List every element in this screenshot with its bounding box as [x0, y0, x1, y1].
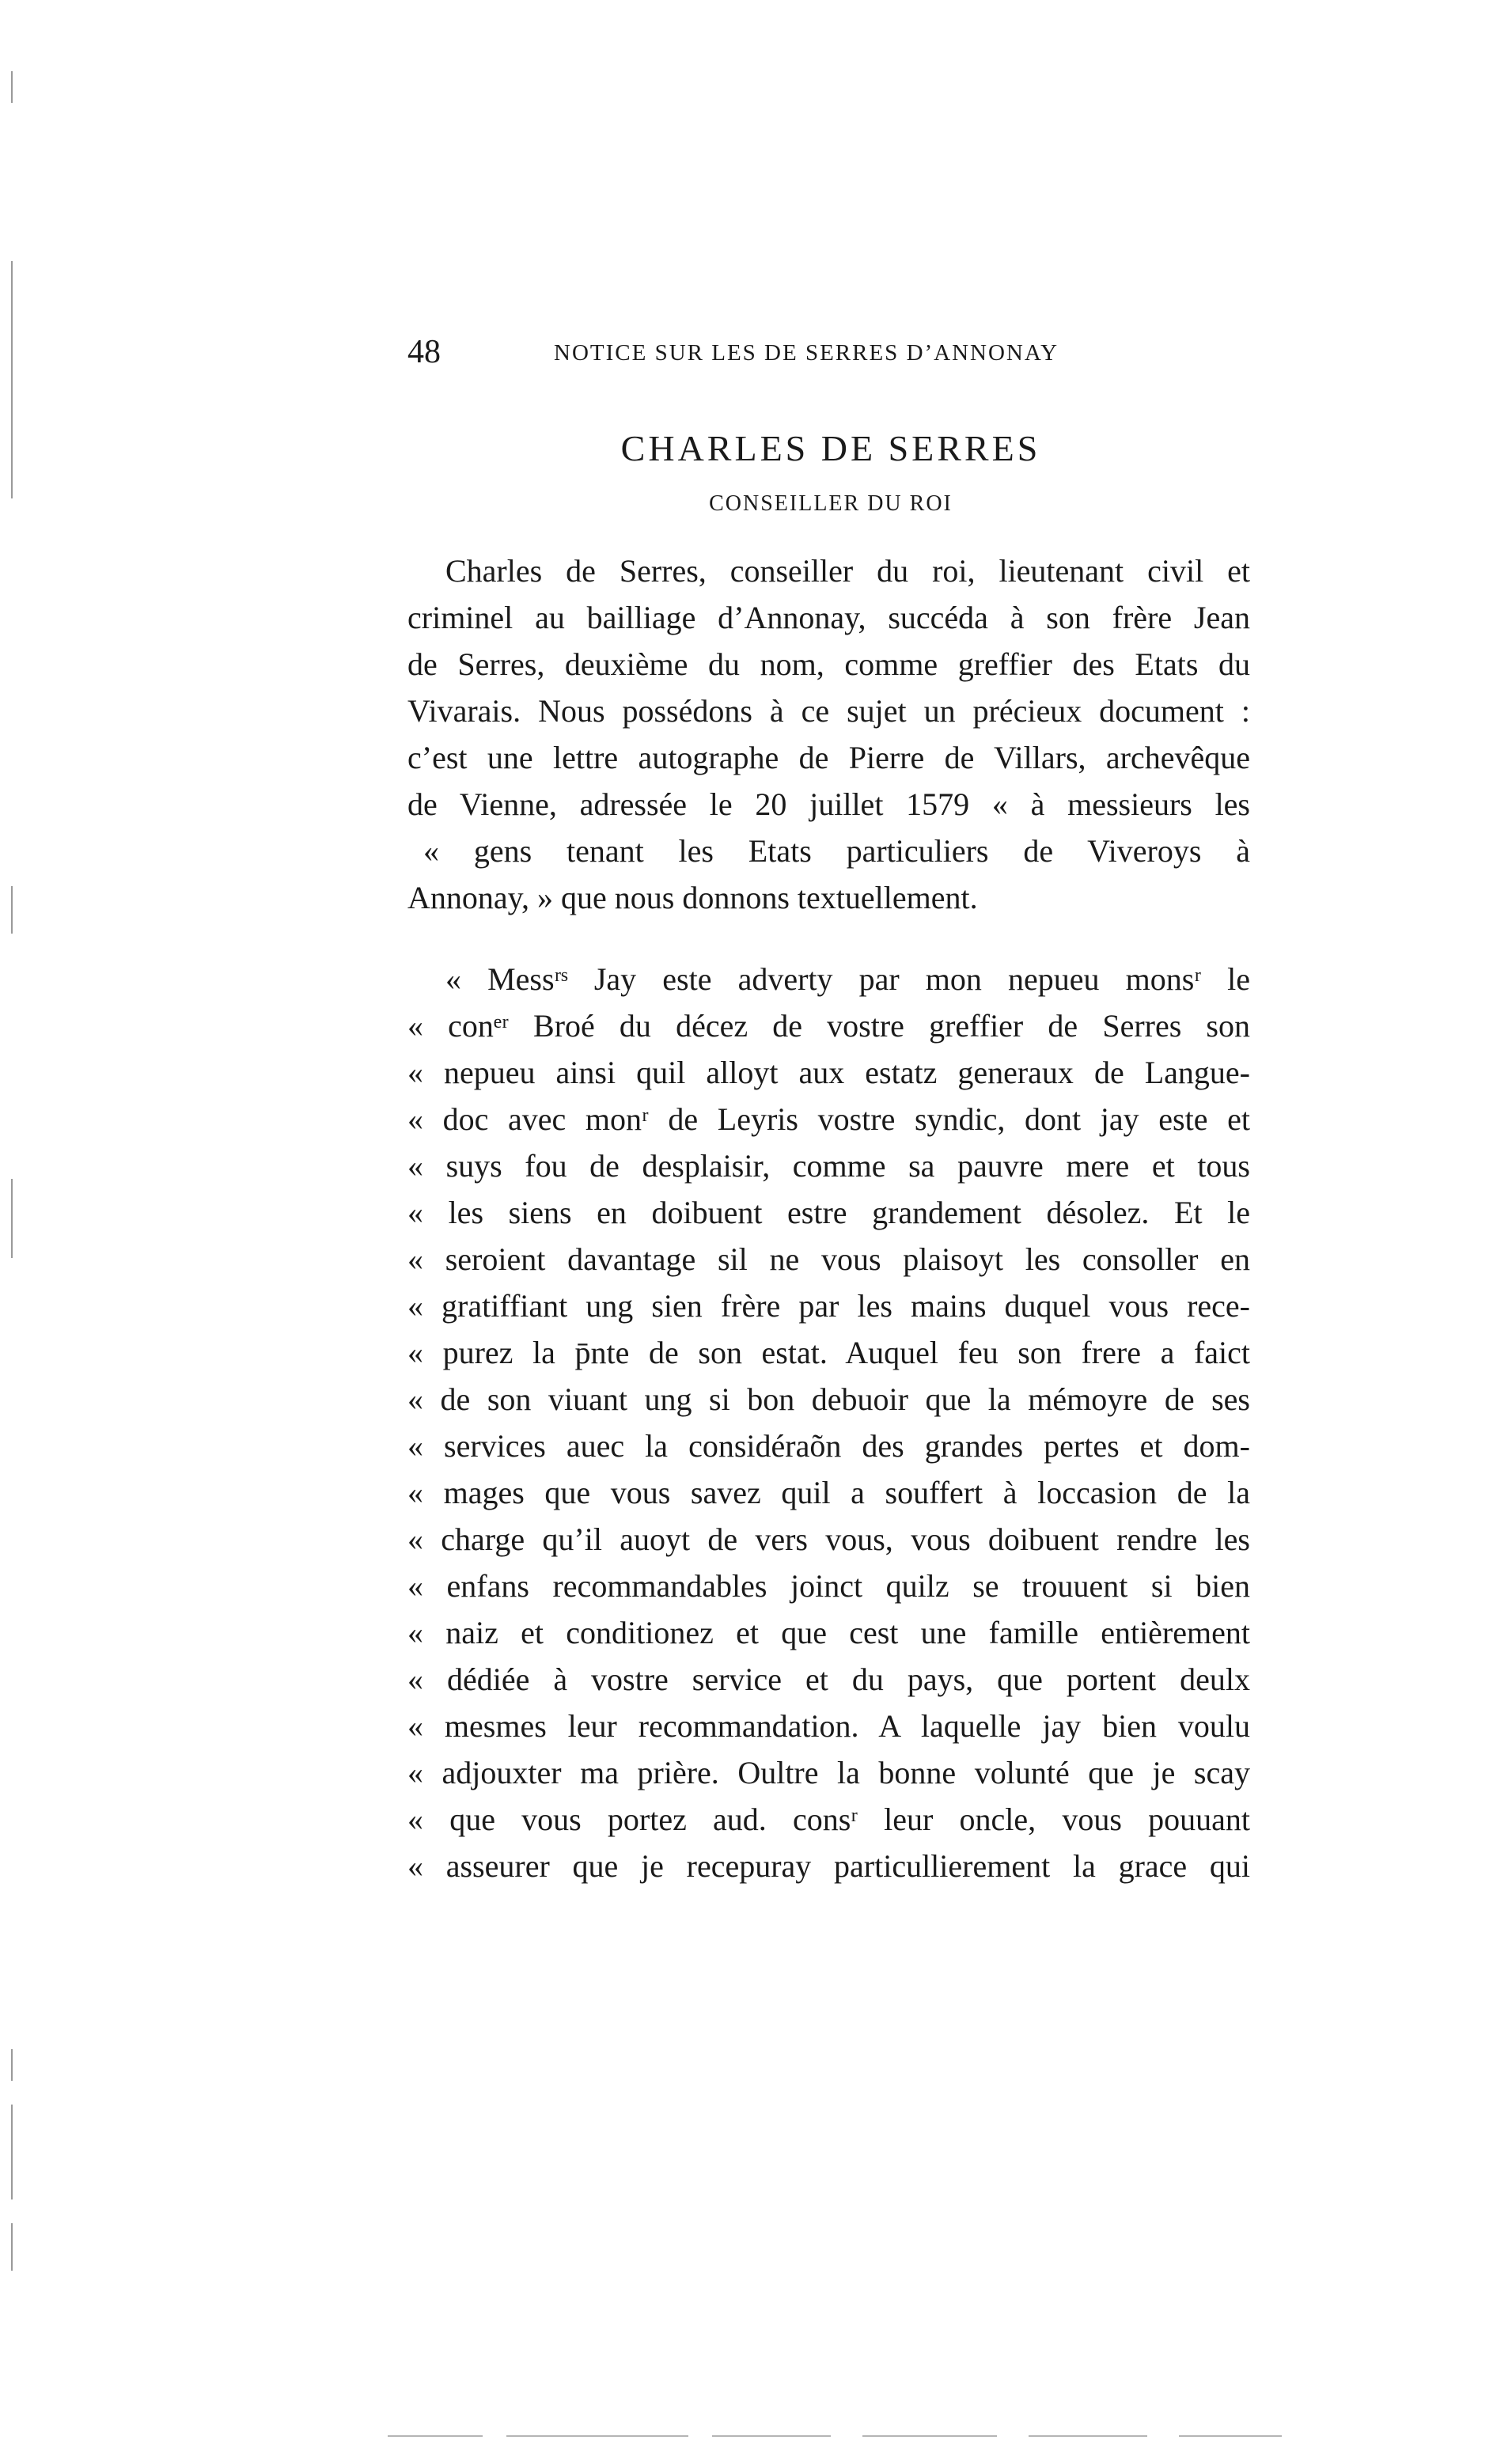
text-line: de Serres, deuxième du nom, comme greffier des Etats du: [407, 646, 1250, 682]
text-line: « nepueu ainsi quil alloyt aux estatz generaux de Langue-: [407, 1055, 1250, 1090]
scan-edge-rule: [388, 2435, 483, 2437]
text-line: « mesmes leur recommandation. A laquelle jay bien voulu: [407, 1708, 1250, 1744]
scan-edge-rule: [1179, 2435, 1282, 2437]
text-line: « de son viuant ung si bon debuoir que la mémoyre de ses: [407, 1381, 1250, 1417]
scan-artifact: [11, 2049, 13, 2081]
text-line: « purez la p̄nte de son estat. Auquel feu son frere a faict: [407, 1335, 1250, 1370]
text-line: « services auec la considéraõn des grandes pertes et dom-: [407, 1428, 1250, 1464]
text-line: « gens tenant les Etats particuliers de Viveroys à: [423, 833, 1250, 869]
text-line: « Messʳˢ Jay este adverty par mon nepueu monsʳ le: [445, 961, 1250, 997]
scan-edge-rule: [506, 2435, 688, 2437]
scan-edge-rule: [1029, 2435, 1147, 2437]
text-line: « naiz et conditionez et que cest une famille entièrement: [407, 1615, 1250, 1650]
scan-artifact: [11, 71, 13, 103]
text-line: « les siens en doibuent estre grandement désolez. Et le: [407, 1195, 1250, 1230]
text-line: « gratiffiant ung sien frère par les mains duquel vous rece-: [407, 1288, 1250, 1324]
scan-artifact: [11, 886, 13, 934]
scan-artifact: [11, 1179, 13, 1258]
text-line: « dédiée à vostre service et du pays, que portent deulx: [407, 1661, 1250, 1697]
text-line: « conᵉʳ Broé du décez de vostre greffier de Serres son: [407, 1008, 1250, 1044]
letter-quote: [407, 956, 1250, 1889]
scan-artifact: [11, 2223, 13, 2271]
text-line: Charles de Serres, conseiller du roi, lieutenant civil et: [445, 553, 1250, 589]
text-line: criminel au bailliage d’Annonay, succéda à son frère Jean: [407, 600, 1250, 635]
scan-edge-rule: [862, 2435, 997, 2437]
text-line: « charge qu’il auoyt de vers vous, vous doibuent rendre les: [407, 1521, 1250, 1557]
text-line: « doc avec monʳ de Leyris vostre syndic, dont jay este et: [407, 1101, 1250, 1137]
text-line: « seroient davantage sil ne vous plaisoyt les consoller en: [407, 1241, 1250, 1277]
intro-paragraph: [407, 547, 1250, 921]
text-line: « enfans recommandables joinct quilz se trouuent si bien: [407, 1568, 1250, 1604]
text-line: « mages que vous savez quil a souffert à loccasion de la: [407, 1475, 1250, 1510]
running-head: [407, 328, 1282, 376]
page-number: 48: [407, 334, 441, 370]
scan-edge-rule: [712, 2435, 831, 2437]
text-line: « suys fou de desplaisir, comme sa pauvre mere et tous: [407, 1148, 1250, 1184]
text-line: Annonay, » que nous donnons textuellement.: [407, 880, 978, 915]
section-subtitle: CONSEILLER DU ROI: [709, 491, 953, 516]
text-line: de Vienne, adressée le 20 juillet 1579 « à messieurs les: [407, 786, 1250, 822]
section-title: CHARLES DE SERRES: [620, 428, 1041, 468]
text-line: c’est une lettre autographe de Pierre de Villars, archevêque: [407, 740, 1250, 775]
text-line: Vivarais. Nous possédons à ce sujet un précieux document :: [407, 693, 1250, 729]
text-line: « que vous portez aud. consʳ leur oncle, vous pouuant: [407, 1802, 1250, 1837]
text-line: « adjouxter ma prière. Oultre la bonne volunté que je scay: [407, 1755, 1250, 1790]
scan-artifact: [11, 2105, 13, 2199]
running-head-title: NOTICE SUR LES DE SERRES D’ANNONAY: [554, 340, 1059, 366]
text-line: « asseurer que je recepuray particullierement la grace qui: [407, 1848, 1250, 1884]
